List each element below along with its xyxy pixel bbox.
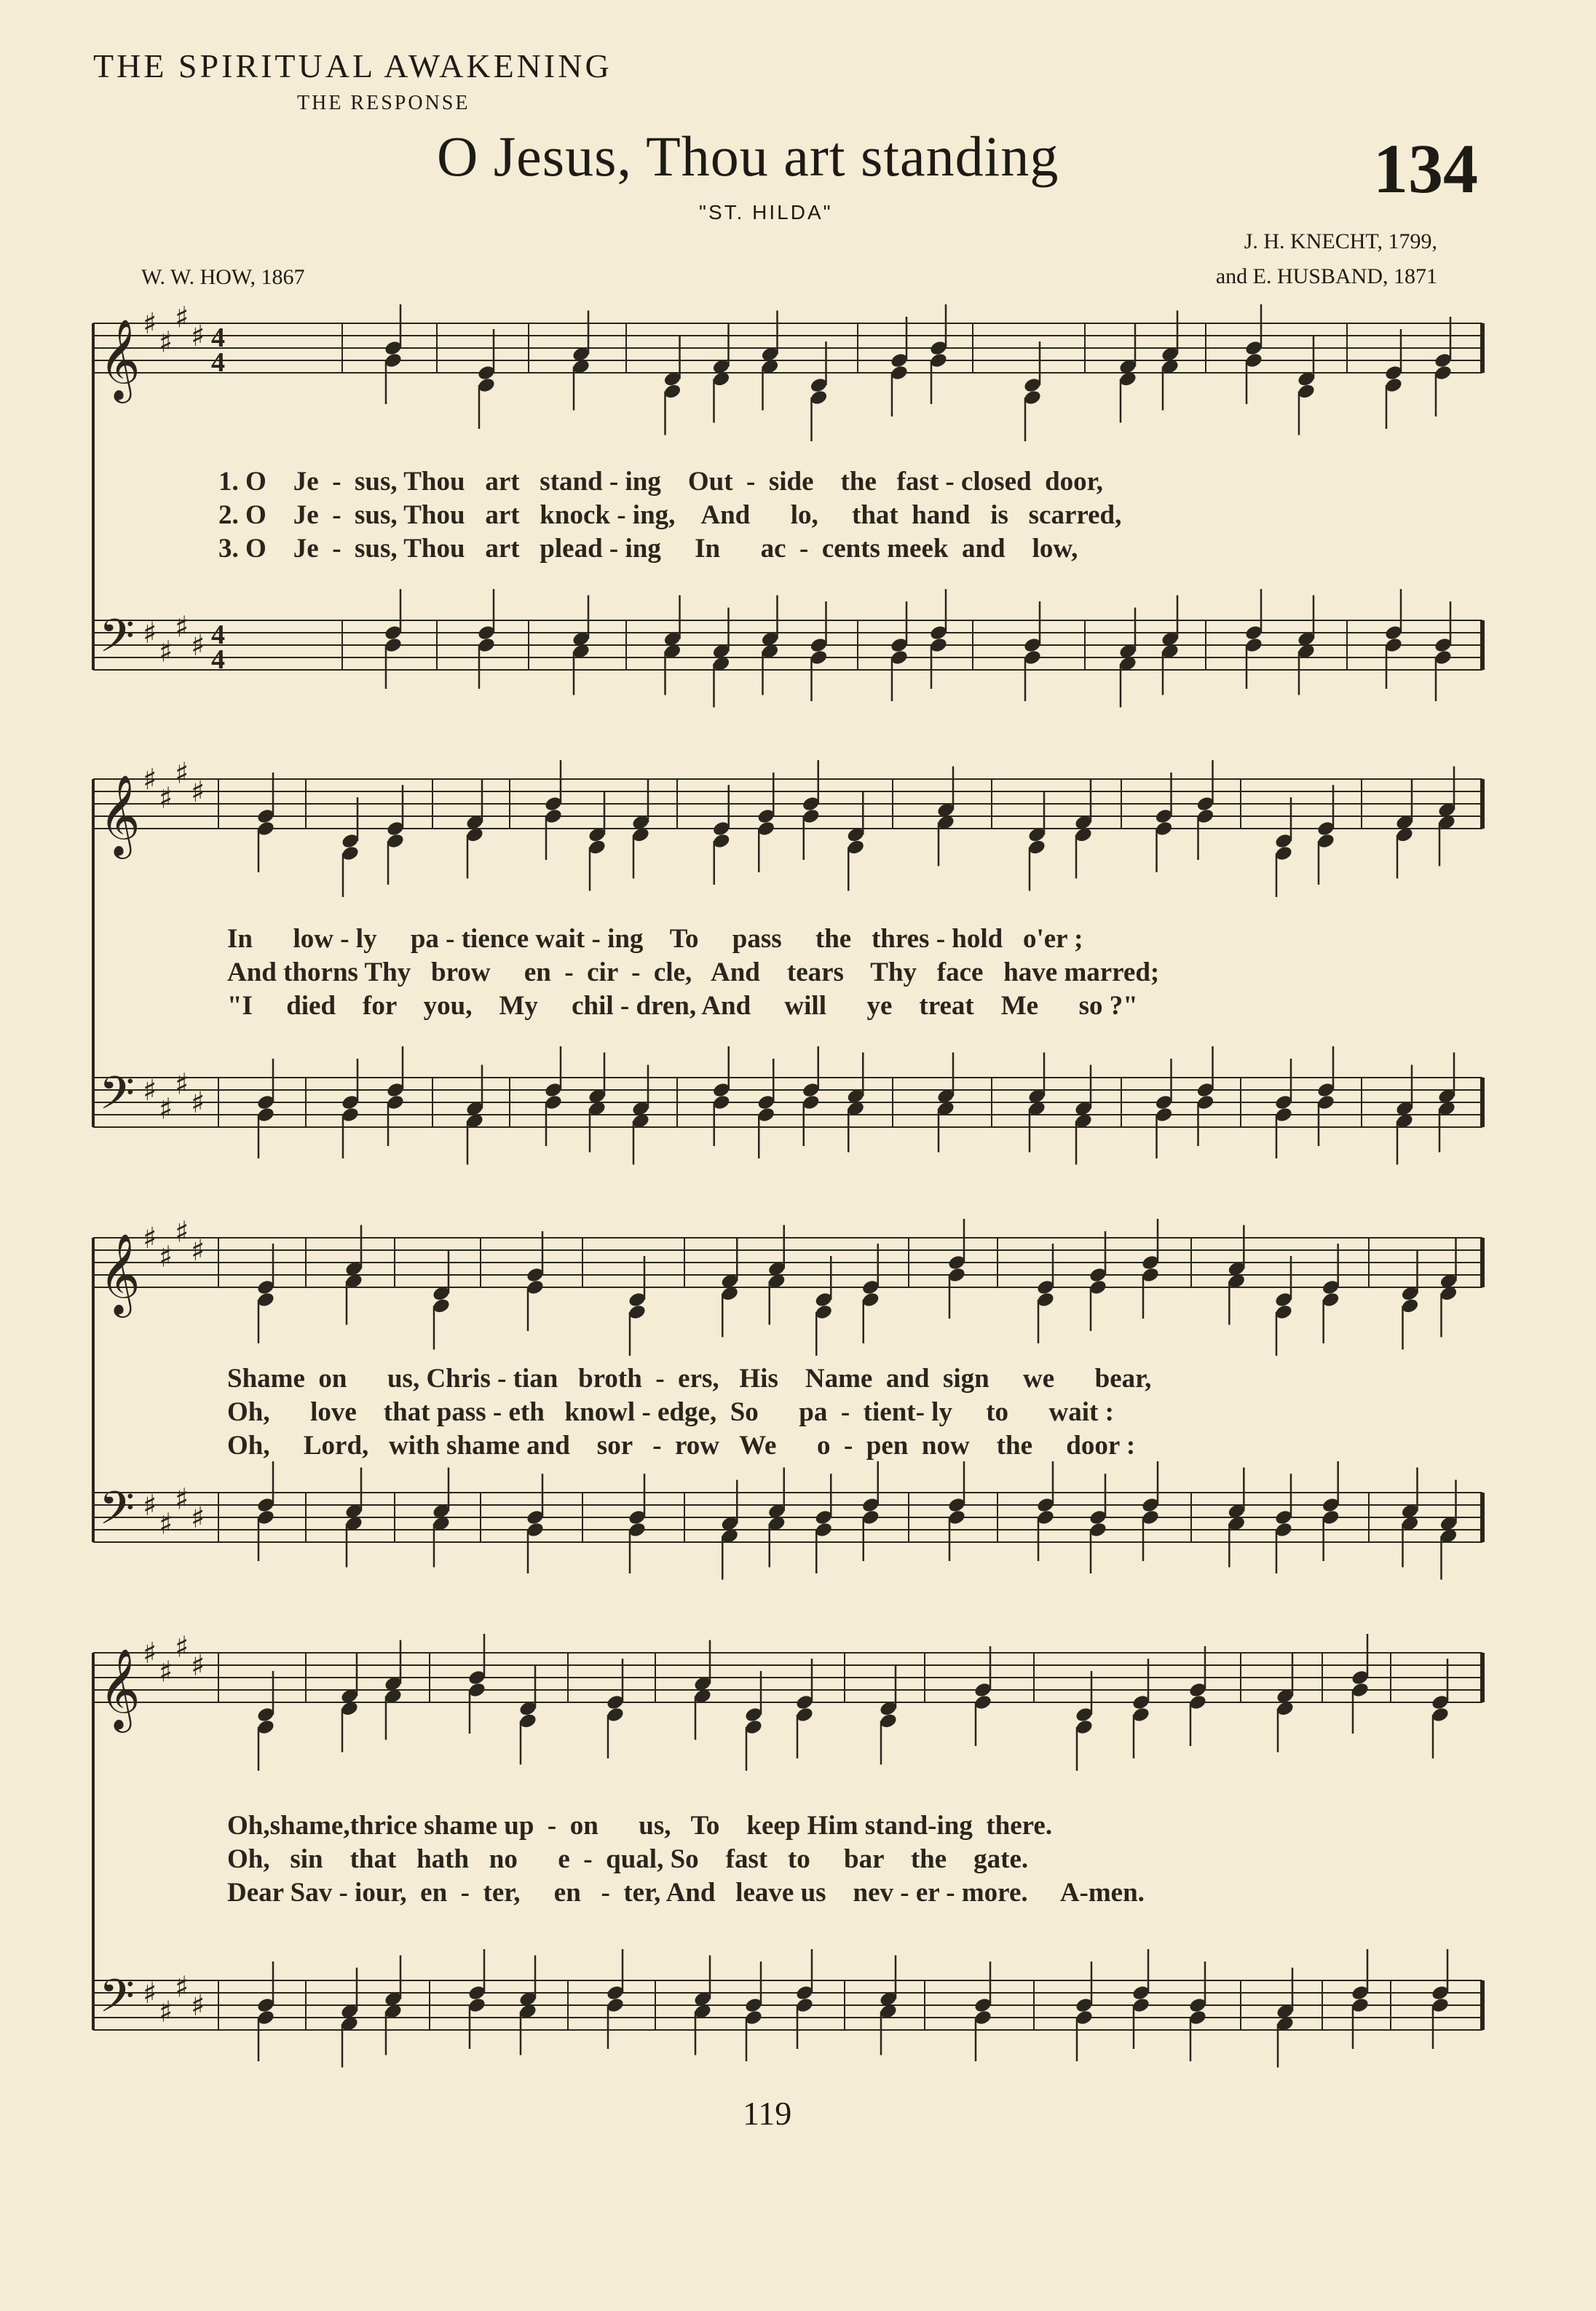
sharp-icon: ♯ [175,1970,189,2004]
lyric-line-verse-1: 1. O Je - sus, Thou art stand - ing Out - side the fast - closed door, [218,467,1103,497]
time-signature-top: 4 [211,323,225,353]
lyric-line-verse-3: "I died for you, My chil - dren, And will ye treat Me so ?" [227,991,1138,1021]
bass-clef-icon: 𝄢 [99,1969,135,2034]
bass-clef-icon: 𝄢 [99,609,135,673]
sharp-icon: ♯ [159,1995,173,2029]
section-subtitle: THE RESPONSE [297,92,470,114]
treble-clef-icon: 𝄞 [99,1233,141,1314]
sharp-icon: ♯ [191,1501,205,1535]
sharp-icon: ♯ [191,1989,205,2023]
sharp-icon: ♯ [143,1977,157,2010]
composer-line-2: and E. HUSBAND, 1871 [1215,264,1437,288]
sharp-icon: ♯ [159,325,173,360]
sharp-icon: ♯ [159,1240,173,1274]
sharp-icon: ♯ [159,1655,173,1689]
sharp-icon: ♯ [191,1086,205,1120]
sharp-icon: ♯ [175,1067,189,1102]
lyric-line-verse-3: 3. O Je - sus, Thou art plead - ing In ac - cents meek and low, [218,534,1078,564]
sharp-icon: ♯ [175,610,189,644]
time-signature-bottom: 4 [211,644,225,675]
section-title: THE SPIRITUAL AWAKENING [93,47,612,84]
sharp-icon: ♯ [143,763,157,797]
sharp-icon: ♯ [143,617,157,650]
hymn-number: 134 [1373,130,1478,208]
lyric-line-verse-2: 2. O Je - sus, Thou art knock - ing, And lo, that hand is scarred, [218,500,1122,530]
author-credit: W. W. HOW, 1867 [141,265,305,289]
page-number: 119 [743,2095,792,2132]
sharp-icon: ♯ [191,320,205,353]
sharp-icon: ♯ [191,1649,205,1683]
lyric-line-verse-2: Oh, love that pass - eth knowl - edge, So pa - tient- ly to wait : [227,1397,1114,1427]
sharp-icon: ♯ [191,1234,205,1268]
time-signature-bottom: 4 [211,347,225,378]
staves [93,1653,1482,2030]
treble-clef-icon: 𝄞 [99,774,141,856]
sharp-icon: ♯ [143,1489,157,1522]
sharp-icon: ♯ [143,1637,157,1670]
lyric-line-verse-3: Dear Sav - iour, en - ter, en - ter, And leave us nev - er - more. A-men. [227,1878,1145,1908]
lyric-line-verse-1: Shame on us, Chris - tian broth - ers, His Name and sign we bear, [227,1364,1152,1394]
sharp-icon: ♯ [175,756,189,791]
lyric-line-verse-3: Oh, Lord, with shame and sor - row We o - pen now the door : [227,1431,1136,1461]
sharp-icon: ♯ [159,635,173,669]
time-signature-top: 4 [211,620,225,650]
sharp-icon: ♯ [191,775,205,809]
sharp-icon: ♯ [143,1074,157,1107]
sharp-icon: ♯ [159,1507,173,1541]
sharp-icon: ♯ [143,1222,157,1255]
sharp-icon: ♯ [175,1482,189,1517]
sharp-icon: ♯ [175,1215,189,1249]
lyric-line-verse-1: In low - ly pa - tience wait - ing To pass the thres - hold o'er ; [227,924,1083,954]
lyric-line-verse-2: Oh, sin that hath no e - qual, So fast to bar the gate. [227,1844,1029,1874]
sharp-icon: ♯ [191,629,205,663]
sharp-icon: ♯ [175,1630,189,1664]
treble-clef-icon: 𝄞 [99,318,141,400]
lyric-line-verse-1: Oh,shame,thrice shame up - on us, To keep Him stand-ing there. [227,1811,1053,1841]
tune-name: "ST. HILDA" [699,201,833,224]
sharp-icon: ♯ [159,1092,173,1126]
bass-clef-icon: 𝄢 [99,1481,135,1546]
sharp-icon: ♯ [175,301,189,335]
hymn-title: O Jesus, Thou art standing [437,125,1059,188]
composer-line-1: J. H. KNECHT, 1799, [1244,229,1437,253]
sharp-icon: ♯ [143,307,157,341]
sharp-icon: ♯ [159,781,173,815]
treble-clef-icon: 𝄞 [99,1648,141,1729]
composer-credit [1216,224,1437,294]
bass-clef-icon: 𝄢 [99,1066,135,1131]
lyric-line-verse-2: And thorns Thy brow en - cir - cle, And tears Thy face have marred; [227,957,1160,987]
